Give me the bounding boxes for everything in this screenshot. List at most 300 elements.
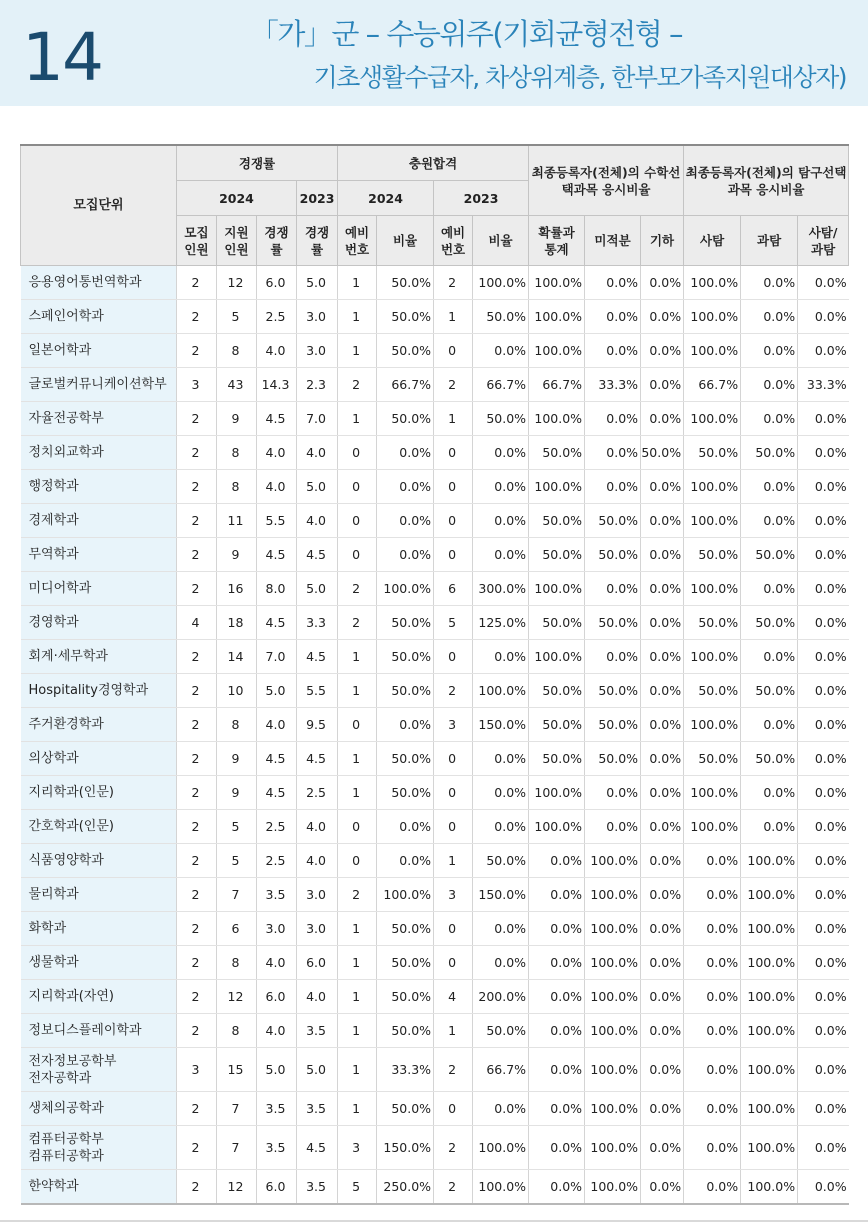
table-cell: 100.0% (585, 980, 641, 1014)
unit-name-cell: 의상학과 (21, 742, 177, 776)
table-cell: 0.0% (641, 640, 684, 674)
table-cell: 0.0% (798, 436, 849, 470)
table-cell: 100.0% (585, 1170, 641, 1205)
table-cell: 6.0 (257, 266, 297, 300)
table-header (21, 145, 849, 266)
table-cell: 14 (217, 640, 257, 674)
table-cell: 2 (177, 946, 217, 980)
table-cell: 0.0% (377, 470, 434, 504)
table-cell: 150.0% (377, 1126, 434, 1170)
table-cell: 4.5 (257, 402, 297, 436)
table-cell: 4.0 (297, 504, 338, 538)
table-cell: 100.0% (684, 402, 741, 436)
unit-name-cell: 한약학과 (21, 1170, 177, 1205)
table-cell: 2 (177, 266, 217, 300)
table-cell: 3.0 (257, 912, 297, 946)
table-cell: 100.0% (585, 1048, 641, 1092)
table-cell: 100.0% (473, 674, 529, 708)
table-cell: 0.0% (641, 1170, 684, 1205)
table-cell: 1 (434, 844, 473, 878)
table-cell: 100.0% (741, 912, 798, 946)
table-cell: 100.0% (741, 946, 798, 980)
table-cell: 0.0% (798, 640, 849, 674)
table-cell: 0.0% (585, 572, 641, 606)
table-cell: 0 (338, 436, 377, 470)
table-cell: 0.0% (684, 1092, 741, 1126)
table-cell: 4.0 (257, 436, 297, 470)
table-cell: 2.3 (297, 368, 338, 402)
table-cell: 9 (217, 402, 257, 436)
header-ratio: 비율 (377, 216, 434, 266)
table-cell: 100.0% (741, 1092, 798, 1126)
table-cell: 2 (338, 606, 377, 640)
table-cell: 0.0% (641, 912, 684, 946)
table-row (21, 878, 849, 912)
table-cell: 0.0% (585, 436, 641, 470)
unit-name-cell: 물리학과 (21, 878, 177, 912)
table-cell: 0.0% (798, 572, 849, 606)
table-cell: 3.5 (297, 1170, 338, 1205)
table-cell: 0.0% (741, 504, 798, 538)
table-cell: 14.3 (257, 368, 297, 402)
table-cell: 0.0% (684, 1126, 741, 1170)
table-cell: 100.0% (585, 946, 641, 980)
table-row (21, 606, 849, 640)
table-cell: 50.0% (529, 436, 585, 470)
table-cell: 0.0% (798, 1126, 849, 1170)
table-cell: 0.0% (684, 946, 741, 980)
table-cell: 3.0 (297, 878, 338, 912)
table-cell: 8.0 (257, 572, 297, 606)
table-cell: 50.0% (377, 266, 434, 300)
table-cell: 50.0% (377, 912, 434, 946)
table-cell: 4.0 (257, 334, 297, 368)
table-row (21, 504, 849, 538)
table-cell: 50.0% (684, 674, 741, 708)
table-cell: 0.0% (641, 1048, 684, 1092)
table-cell: 0.0% (641, 606, 684, 640)
table-cell: 2 (177, 504, 217, 538)
table-cell: 300.0% (473, 572, 529, 606)
table-cell: 4.5 (297, 538, 338, 572)
table-cell: 50.0% (585, 674, 641, 708)
table-row (21, 742, 849, 776)
table-cell: 5 (217, 300, 257, 334)
table-cell: 0.0% (798, 402, 849, 436)
table-cell: 100.0% (529, 810, 585, 844)
header-reserve: 예비 번호 (338, 216, 377, 266)
table-cell: 15 (217, 1048, 257, 1092)
header-year-2024-additional: 2024 (338, 181, 434, 216)
table-cell: 2 (177, 1014, 217, 1048)
table-cell: 0.0% (377, 504, 434, 538)
table-cell: 0.0% (529, 1126, 585, 1170)
table-cell: 0.0% (641, 300, 684, 334)
table-cell: 0.0% (641, 980, 684, 1014)
header-ratio-2023: 비율 (473, 216, 529, 266)
table-cell: 100.0% (741, 1014, 798, 1048)
table-cell: 3.5 (257, 878, 297, 912)
table-cell: 100.0% (684, 470, 741, 504)
unit-name-cell: 경제학과 (21, 504, 177, 538)
table-cell: 0.0% (641, 470, 684, 504)
header-rate: 경쟁 률 (257, 216, 297, 266)
table-cell: 2 (177, 1126, 217, 1170)
table-cell: 0.0% (798, 470, 849, 504)
table-cell: 4.5 (257, 606, 297, 640)
table-cell: 0.0% (798, 334, 849, 368)
table-cell: 0.0% (741, 640, 798, 674)
table-cell: 100.0% (529, 776, 585, 810)
table-cell: 0.0% (798, 844, 849, 878)
unit-name-cell: 스페인어학과 (21, 300, 177, 334)
table-cell: 2 (434, 1048, 473, 1092)
header-unit: 모집단위 (21, 145, 177, 266)
table-cell: 1 (434, 1014, 473, 1048)
table-cell: 0 (434, 504, 473, 538)
table-cell: 1 (338, 266, 377, 300)
table-cell: 2 (434, 1126, 473, 1170)
table-cell: 0.0% (798, 708, 849, 742)
unit-name-cell: 경영학과 (21, 606, 177, 640)
table-cell: 50.0% (585, 538, 641, 572)
table-cell: 4.5 (297, 640, 338, 674)
header-calculus: 미적분 (585, 216, 641, 266)
table-cell: 4 (434, 980, 473, 1014)
table-cell: 100.0% (529, 266, 585, 300)
table-cell: 50.0% (529, 742, 585, 776)
table-cell: 50.0% (684, 606, 741, 640)
table-cell: 0.0% (798, 504, 849, 538)
table-cell: 1 (434, 402, 473, 436)
table-row (21, 436, 849, 470)
table-cell: 100.0% (585, 878, 641, 912)
table-cell: 18 (217, 606, 257, 640)
table-cell: 0.0% (798, 266, 849, 300)
table-cell: 9.5 (297, 708, 338, 742)
table-cell: 50.0% (741, 742, 798, 776)
header-social: 사탐 (684, 216, 741, 266)
table-cell: 9 (217, 538, 257, 572)
table-cell: 50.0% (377, 606, 434, 640)
unit-name-cell: 지리학과(인문) (21, 776, 177, 810)
table-cell: 7 (217, 878, 257, 912)
table-cell: 0 (434, 436, 473, 470)
table-cell: 0 (434, 640, 473, 674)
table-cell: 0.0% (741, 708, 798, 742)
table-cell: 8 (217, 470, 257, 504)
table-cell: 100.0% (684, 640, 741, 674)
table-cell: 2 (177, 912, 217, 946)
header-math-group: 최종등록자(전체)의 수학선택과목 응시비율 (529, 145, 684, 216)
table-cell: 0.0% (684, 878, 741, 912)
table-cell: 3.0 (297, 912, 338, 946)
table-cell: 1 (338, 742, 377, 776)
table-cell: 66.7% (529, 368, 585, 402)
table-cell: 1 (338, 674, 377, 708)
table-cell: 5 (217, 810, 257, 844)
table-cell: 2 (177, 402, 217, 436)
table-row (21, 1014, 849, 1048)
table-cell: 0.0% (585, 300, 641, 334)
table-cell: 100.0% (741, 980, 798, 1014)
table-cell: 1 (338, 640, 377, 674)
table-cell: 100.0% (529, 572, 585, 606)
table-cell: 100.0% (684, 572, 741, 606)
table-cell: 0.0% (798, 742, 849, 776)
table-cell: 2 (177, 300, 217, 334)
unit-name-cell: 정치외교학과 (21, 436, 177, 470)
table-cell: 100.0% (741, 878, 798, 912)
table-cell: 4.0 (257, 946, 297, 980)
table-cell: 4.0 (297, 844, 338, 878)
unit-name-cell: 간호학과(인문) (21, 810, 177, 844)
table-cell: 0.0% (741, 776, 798, 810)
table-cell: 4.0 (297, 810, 338, 844)
table-cell: 0.0% (529, 980, 585, 1014)
table-cell: 0.0% (377, 810, 434, 844)
table-cell: 50.0% (684, 538, 741, 572)
table-row (21, 334, 849, 368)
table-cell: 0.0% (641, 368, 684, 402)
table-cell: 0 (338, 504, 377, 538)
table-cell: 50.0% (529, 674, 585, 708)
header-recruit: 모집 인원 (177, 216, 217, 266)
table-cell: 100.0% (473, 1126, 529, 1170)
table-cell: 3.3 (297, 606, 338, 640)
table-row (21, 470, 849, 504)
unit-name-cell: 식품영양학과 (21, 844, 177, 878)
table-cell: 0 (434, 946, 473, 980)
table-cell: 1 (338, 980, 377, 1014)
table-cell: 11 (217, 504, 257, 538)
table-cell: 0.0% (585, 776, 641, 810)
header-explore-group: 최종등록자(전체)의 탐구선택과목 응시비율 (684, 145, 849, 216)
table-cell: 0 (338, 708, 377, 742)
table-cell: 0.0% (529, 844, 585, 878)
table-cell: 100.0% (684, 504, 741, 538)
table-row (21, 674, 849, 708)
table-cell: 8 (217, 708, 257, 742)
table-cell: 0.0% (473, 504, 529, 538)
table-cell: 50.0% (377, 742, 434, 776)
table-cell: 0.0% (473, 334, 529, 368)
table-cell: 0.0% (473, 810, 529, 844)
table-cell: 9 (217, 742, 257, 776)
header-year-2023-additional: 2023 (434, 181, 529, 216)
table-cell: 4.0 (257, 470, 297, 504)
table-row (21, 912, 849, 946)
table-cell: 1 (338, 912, 377, 946)
table-cell: 3 (434, 708, 473, 742)
table-cell: 2 (177, 742, 217, 776)
table-cell: 50.0% (741, 606, 798, 640)
table-cell: 0 (434, 912, 473, 946)
table-cell: 0.0% (377, 436, 434, 470)
header-year-2024: 2024 (177, 181, 297, 216)
table-cell: 0.0% (641, 878, 684, 912)
table-cell: 100.0% (473, 1170, 529, 1205)
table-cell: 0.0% (798, 810, 849, 844)
table-row (21, 844, 849, 878)
table-row (21, 266, 849, 300)
table-row (21, 1126, 849, 1170)
table-cell: 0 (434, 742, 473, 776)
table-cell: 6.0 (257, 1170, 297, 1205)
table-cell: 0.0% (641, 844, 684, 878)
table-cell: 50.0% (585, 708, 641, 742)
unit-name-cell: 생물학과 (21, 946, 177, 980)
table-body (21, 266, 849, 1205)
table-cell: 50.0% (377, 334, 434, 368)
table-cell: 0.0% (473, 742, 529, 776)
table-cell: 2 (177, 640, 217, 674)
table-cell: 10 (217, 674, 257, 708)
table-cell: 7 (217, 1126, 257, 1170)
table-cell: 0.0% (473, 946, 529, 980)
unit-name-cell: 응용영어통번역학과 (21, 266, 177, 300)
page-number: 14 (22, 19, 102, 96)
table-cell: 200.0% (473, 980, 529, 1014)
table-cell: 0.0% (473, 538, 529, 572)
table-cell: 2.5 (257, 844, 297, 878)
table-cell: 100.0% (684, 266, 741, 300)
table-cell: 2 (177, 470, 217, 504)
table-cell: 100.0% (741, 844, 798, 878)
table-cell: 9 (217, 776, 257, 810)
header-competition: 경쟁률 (177, 145, 338, 181)
table-cell: 12 (217, 1170, 257, 1205)
table-cell: 50.0% (377, 674, 434, 708)
table-cell: 0.0% (741, 334, 798, 368)
table-cell: 125.0% (473, 606, 529, 640)
table-cell: 2 (177, 980, 217, 1014)
table-row (21, 402, 849, 436)
unit-name-cell: 행정학과 (21, 470, 177, 504)
unit-name-cell: 지리학과(자연) (21, 980, 177, 1014)
table-cell: 2 (177, 538, 217, 572)
table-cell: 0.0% (377, 708, 434, 742)
table-cell: 1 (338, 334, 377, 368)
table-cell: 66.7% (377, 368, 434, 402)
table-cell: 2 (177, 334, 217, 368)
table-cell: 0.0% (377, 844, 434, 878)
table-cell: 0.0% (798, 538, 849, 572)
table-cell: 0.0% (473, 912, 529, 946)
table-cell: 50.0% (473, 402, 529, 436)
table-cell: 4.5 (257, 776, 297, 810)
table-cell: 4.0 (257, 708, 297, 742)
table-cell: 4.0 (297, 980, 338, 1014)
table-cell: 50.0% (377, 640, 434, 674)
table-cell: 0 (434, 776, 473, 810)
unit-name-cell: 글로벌커뮤니케이션학부 (21, 368, 177, 402)
table-cell: 0.0% (741, 402, 798, 436)
table-cell: 16 (217, 572, 257, 606)
table-cell: 0.0% (798, 1048, 849, 1092)
table-cell: 50.0% (377, 946, 434, 980)
table-cell: 50.0% (377, 300, 434, 334)
table-cell: 100.0% (377, 878, 434, 912)
page-header (0, 0, 868, 106)
table-cell: 50.0% (741, 436, 798, 470)
table-cell: 0.0% (473, 470, 529, 504)
table-cell: 0.0% (741, 572, 798, 606)
table-cell: 1 (338, 946, 377, 980)
table-cell: 50.0% (473, 844, 529, 878)
unit-name-cell: 정보디스플레이학과 (21, 1014, 177, 1048)
header-geometry: 기하 (641, 216, 684, 266)
table-row (21, 1092, 849, 1126)
table-cell: 0.0% (741, 300, 798, 334)
table-cell: 0.0% (641, 674, 684, 708)
table-cell: 66.7% (473, 1048, 529, 1092)
table-cell: 50.0% (377, 1092, 434, 1126)
table-cell: 50.0% (684, 742, 741, 776)
table-cell: 0.0% (641, 402, 684, 436)
table-cell: 0.0% (798, 674, 849, 708)
table-cell: 0.0% (741, 470, 798, 504)
table-cell: 66.7% (473, 368, 529, 402)
unit-name-cell: 회계·세무학과 (21, 640, 177, 674)
table-cell: 150.0% (473, 708, 529, 742)
table-cell: 0.0% (641, 946, 684, 980)
table-cell: 0.0% (741, 266, 798, 300)
table-cell: 2 (177, 810, 217, 844)
table-cell: 0.0% (641, 266, 684, 300)
table-cell: 0.0% (529, 878, 585, 912)
table-cell: 6 (434, 572, 473, 606)
unit-name-cell: 일본어학과 (21, 334, 177, 368)
table-cell: 5.0 (297, 572, 338, 606)
table-cell: 4.5 (257, 742, 297, 776)
table-cell: 0.0% (585, 470, 641, 504)
table-cell: 0.0% (529, 946, 585, 980)
unit-name-cell: 컴퓨터공학부 컴퓨터공학과 (21, 1126, 177, 1170)
table-row (21, 1048, 849, 1092)
unit-name-cell: 자율전공학부 (21, 402, 177, 436)
table-cell: 0.0% (641, 334, 684, 368)
table-cell: 2 (338, 878, 377, 912)
table-cell: 0.0% (684, 1048, 741, 1092)
table-cell: 2 (177, 674, 217, 708)
table-cell: 4.5 (297, 1126, 338, 1170)
table-cell: 50.0% (529, 606, 585, 640)
table-row (21, 640, 849, 674)
table-cell: 3.5 (257, 1092, 297, 1126)
table-cell: 0.0% (641, 742, 684, 776)
table-cell: 0.0% (585, 810, 641, 844)
table-cell: 4.0 (257, 1014, 297, 1048)
table-cell: 3 (434, 878, 473, 912)
table-cell: 12 (217, 980, 257, 1014)
table-cell: 5.0 (297, 266, 338, 300)
table-cell: 4.5 (297, 742, 338, 776)
table-cell: 0.0% (684, 1170, 741, 1205)
table-cell: 0.0% (798, 946, 849, 980)
table-cell: 0.0% (684, 980, 741, 1014)
table-cell: 0 (338, 810, 377, 844)
table-row (21, 538, 849, 572)
table-cell: 5 (434, 606, 473, 640)
table-cell: 2 (177, 436, 217, 470)
table-row (21, 946, 849, 980)
table-cell: 2 (177, 1170, 217, 1205)
table-cell: 0.0% (684, 1014, 741, 1048)
table-row (21, 810, 849, 844)
table-cell: 3.0 (297, 334, 338, 368)
table-cell: 0.0% (798, 776, 849, 810)
